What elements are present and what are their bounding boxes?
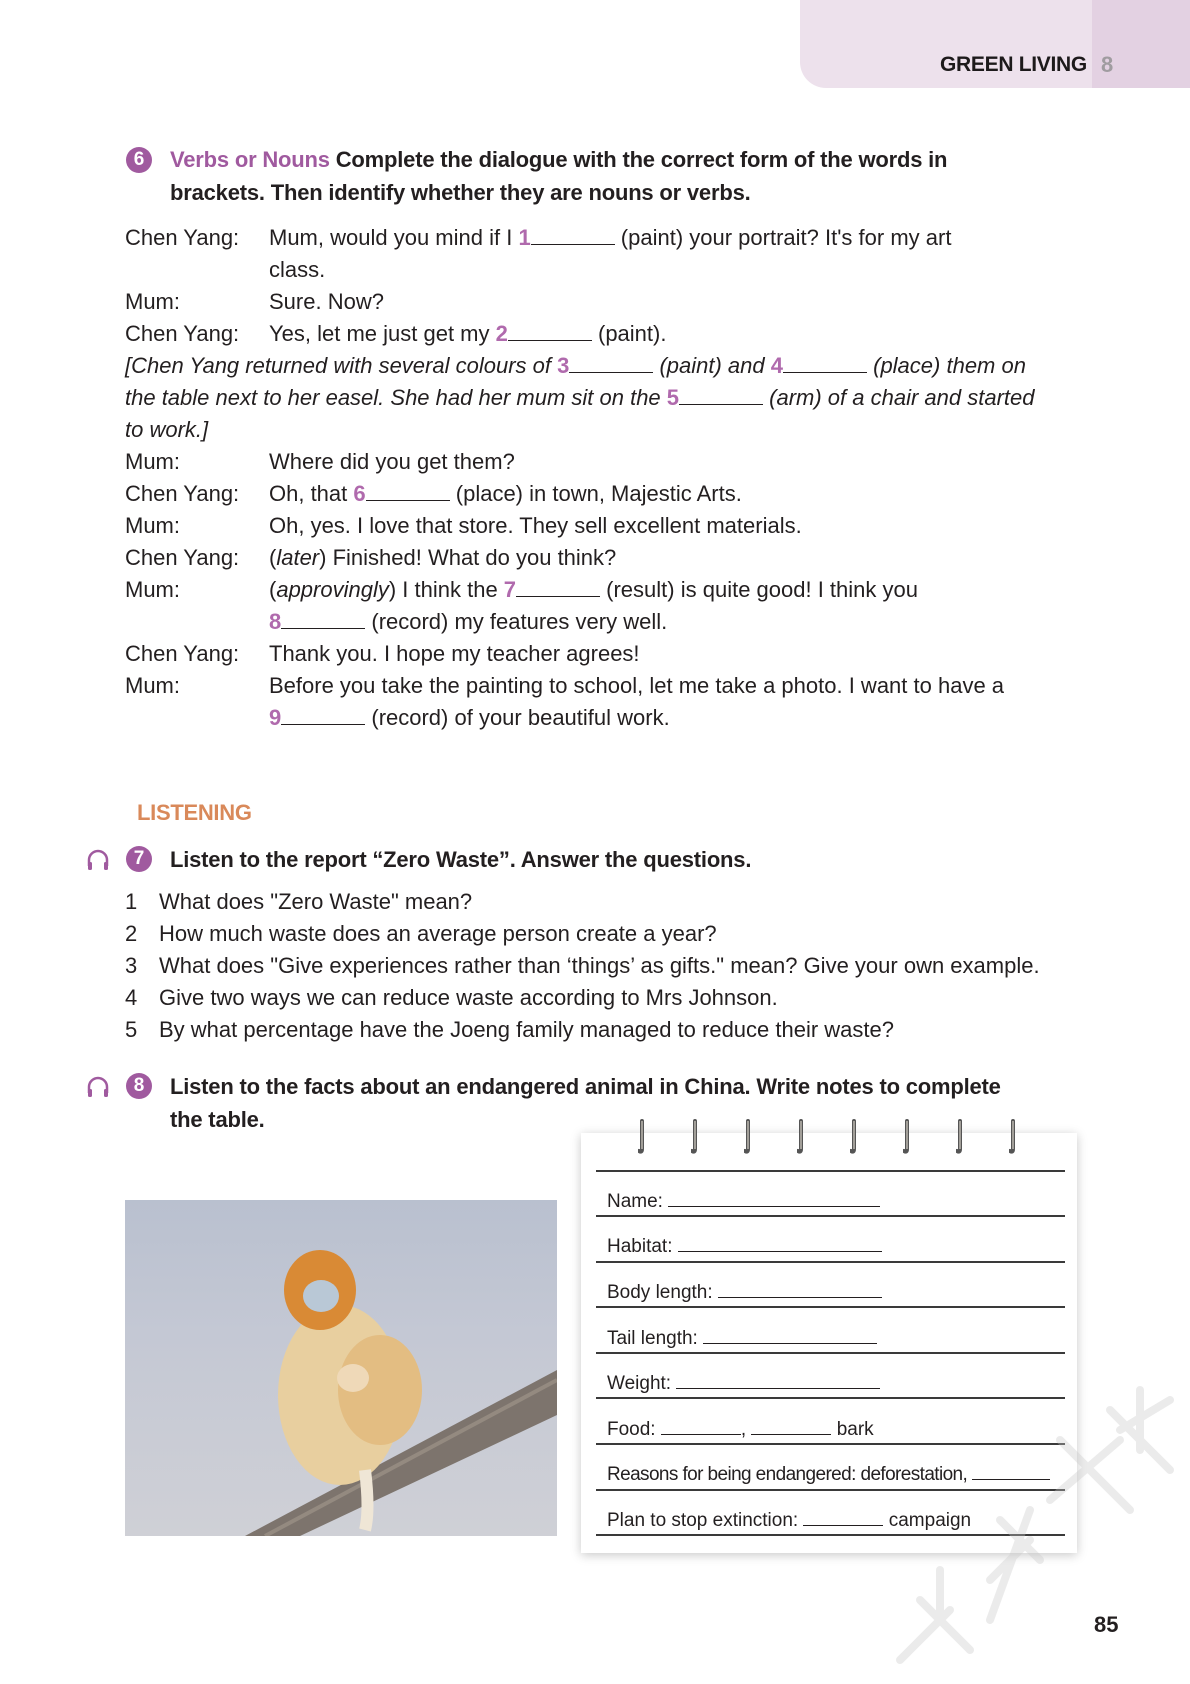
field-food bbox=[607, 1416, 874, 1441]
field-label: Body length: bbox=[607, 1282, 713, 1303]
speaker: Mum: bbox=[125, 513, 180, 538]
headphones-icon[interactable] bbox=[86, 848, 110, 872]
divider bbox=[596, 1215, 1065, 1217]
line-text: I think the bbox=[396, 577, 504, 602]
speaker: Mum: bbox=[125, 449, 180, 474]
exercise-8-heading bbox=[170, 1070, 1070, 1136]
headphones-icon[interactable] bbox=[86, 1075, 110, 1099]
speaker: Chen Yang: bbox=[125, 321, 240, 346]
dialogue-line bbox=[125, 318, 1075, 350]
food-blank-1[interactable] bbox=[661, 1416, 741, 1435]
line-text: Where did you get them? bbox=[269, 449, 515, 474]
question-item bbox=[125, 918, 1040, 950]
answer-blank-5[interactable] bbox=[679, 382, 763, 405]
dialogue-line bbox=[125, 222, 1075, 286]
answer-blank-8[interactable] bbox=[281, 606, 365, 629]
answer-blank-6[interactable] bbox=[366, 478, 450, 501]
field-label: Food: bbox=[607, 1419, 656, 1440]
stage-direction bbox=[125, 350, 1075, 446]
dialogue-line: Chen Yang: (later) Finished! What do you think? bbox=[125, 542, 1075, 574]
question-item bbox=[125, 886, 1040, 918]
stage-text: (paint) and bbox=[653, 353, 771, 378]
stage-text: the table next to her easel. She had her mum sit on the bbox=[125, 385, 667, 410]
unit-number: 8 bbox=[1101, 52, 1114, 77]
spiral-ring bbox=[797, 1119, 805, 1155]
monkey-photo bbox=[125, 1200, 557, 1536]
question-item bbox=[125, 1014, 1040, 1046]
habitat-blank[interactable] bbox=[678, 1233, 882, 1252]
dialogue-line bbox=[125, 638, 1075, 670]
spiral-ring bbox=[744, 1119, 752, 1155]
unit-title: GREEN LIVING bbox=[940, 53, 1087, 76]
field-suffix: campaign bbox=[888, 1510, 972, 1531]
answer-blank-9[interactable] bbox=[281, 702, 365, 725]
separator: , bbox=[740, 1419, 747, 1440]
divider bbox=[596, 1261, 1065, 1263]
field-label: Name: bbox=[607, 1191, 663, 1212]
exercise-6-instruction: Complete the dialogue with the correct form of the words in bbox=[335, 147, 948, 172]
blank-number: 8 bbox=[269, 609, 282, 634]
divider bbox=[596, 1170, 1065, 1172]
field-label: Habitat: bbox=[607, 1236, 673, 1257]
line-text: Oh, yes. I love that store. They sell excellent materials. bbox=[269, 513, 802, 538]
weight-blank[interactable] bbox=[676, 1370, 880, 1389]
field-name bbox=[607, 1188, 880, 1213]
exercise-7-instruction: Listen to the report “Zero Waste”. Answer the questions. bbox=[170, 847, 752, 872]
blank-number: 5 bbox=[666, 385, 680, 410]
dialogue-line bbox=[125, 670, 1075, 734]
line-text: Mum, would you mind if I bbox=[269, 225, 519, 250]
spiral-ring bbox=[850, 1119, 858, 1155]
stage-text: (arm) of a chair and started bbox=[763, 385, 1035, 410]
stage-note: later bbox=[276, 545, 320, 570]
line-text: Before you take the painting to school, let me take a photo. I want to have a bbox=[269, 673, 1005, 698]
golden-monkey-illustration bbox=[125, 1200, 557, 1536]
divider bbox=[596, 1352, 1065, 1354]
exercise-6-instruction-cont: brackets. Then identify whether they are nouns or verbs. bbox=[170, 180, 751, 205]
answer-blank-7[interactable] bbox=[516, 574, 600, 597]
speaker: Mum: bbox=[125, 673, 180, 698]
exercise-6-heading bbox=[170, 143, 1050, 209]
line-text: (record) my features very well. bbox=[365, 609, 668, 634]
body-length-blank[interactable] bbox=[718, 1279, 882, 1298]
question-item bbox=[125, 982, 1040, 1014]
field-label: Weight: bbox=[607, 1373, 672, 1394]
line-text: class. bbox=[269, 257, 326, 282]
speaker: Chen Yang: bbox=[125, 545, 240, 570]
field-tail-length bbox=[607, 1325, 877, 1350]
stage-text: to work.] bbox=[125, 417, 209, 442]
exercise-8-instruction-cont: the table. bbox=[170, 1107, 265, 1132]
blank-number: 2 bbox=[495, 321, 508, 346]
field-label: Tail length: bbox=[607, 1328, 698, 1349]
blank-number: 4 bbox=[770, 353, 783, 378]
question-number: 3 bbox=[125, 953, 138, 978]
question-number: 1 bbox=[125, 889, 138, 914]
field-weight bbox=[607, 1370, 880, 1395]
section-label-listening: LISTENING bbox=[137, 800, 252, 825]
question-text: By what percentage have the Joeng family managed to reduce their waste? bbox=[159, 1017, 895, 1042]
blank-number: 9 bbox=[269, 705, 282, 730]
tail-length-blank[interactable] bbox=[703, 1325, 877, 1344]
question-number: 5 bbox=[125, 1017, 138, 1042]
question-text: Give two ways we can reduce waste according to Mrs Johnson. bbox=[159, 985, 778, 1010]
answer-blank-3[interactable] bbox=[569, 350, 653, 373]
blank-number: 6 bbox=[353, 481, 366, 506]
dialogue-line bbox=[125, 510, 1075, 542]
divider bbox=[596, 1306, 1065, 1308]
field-suffix: bark bbox=[836, 1419, 874, 1440]
spiral-ring bbox=[956, 1119, 964, 1155]
dialogue-line bbox=[125, 446, 1075, 478]
blank-number: 1 bbox=[518, 225, 531, 250]
line-text: (paint). bbox=[591, 321, 667, 346]
line-text: Oh, that bbox=[269, 481, 354, 506]
exercise-7-number: 7 bbox=[126, 846, 152, 872]
line-text: (paint) your portrait? It's for my art bbox=[614, 225, 952, 250]
question-number: 4 bbox=[125, 985, 138, 1010]
line-text: (record) of your beautiful work. bbox=[365, 705, 670, 730]
speaker: Mum: bbox=[125, 289, 180, 314]
spiral-ring bbox=[1009, 1119, 1017, 1155]
field-label: Plan to stop extinction: bbox=[607, 1510, 799, 1531]
line-text: Finished! What do you think? bbox=[326, 545, 617, 570]
line-text: Sure. Now? bbox=[269, 289, 384, 314]
field-body-length bbox=[607, 1279, 882, 1304]
dialogue-line: Mum: (approvingly) I think the 7 (result) is quite good! I think you 8 (record) my features very well. bbox=[125, 574, 1075, 638]
answer-blank-4[interactable] bbox=[783, 350, 867, 373]
line-text: Yes, let me just get my bbox=[269, 321, 496, 346]
exercise-6-number: 6 bbox=[126, 147, 152, 173]
speaker: Mum: bbox=[125, 577, 180, 602]
dialogue bbox=[125, 222, 1075, 734]
page-number: 85 bbox=[1094, 1612, 1119, 1637]
speaker: Chen Yang: bbox=[125, 481, 240, 506]
question-text: What does "Give experiences rather than ‘things’ as gifts." mean? Give your own example. bbox=[159, 953, 1040, 978]
question-text: How much waste does an average person create a year? bbox=[159, 921, 717, 946]
question-number: 2 bbox=[125, 921, 138, 946]
plan-blank[interactable] bbox=[803, 1507, 883, 1526]
stage-note: approvingly bbox=[276, 577, 389, 602]
exercise-6-label: Verbs or Nouns bbox=[170, 147, 330, 172]
question-item bbox=[125, 950, 1040, 982]
dialogue-line bbox=[125, 478, 1075, 510]
field-habitat bbox=[607, 1233, 882, 1258]
speaker: Chen Yang: bbox=[125, 225, 240, 250]
blank-number: 7 bbox=[503, 577, 517, 602]
line-text: (place) in town, Majestic Arts. bbox=[449, 481, 742, 506]
name-blank[interactable] bbox=[668, 1188, 880, 1207]
question-text: What does "Zero Waste" mean? bbox=[159, 889, 473, 914]
blank-number: 3 bbox=[557, 353, 570, 378]
line-text: (result) is quite good! I think you bbox=[600, 577, 918, 602]
line-text: Thank you. I hope my teacher agrees! bbox=[269, 641, 640, 666]
exercise-8-instruction: Listen to the facts about an endangered animal in China. Write notes to complete bbox=[170, 1074, 1001, 1099]
spiral-ring bbox=[691, 1119, 699, 1155]
exercise-8-number: 8 bbox=[126, 1073, 152, 1099]
question-list bbox=[125, 886, 1040, 1046]
spiral-ring bbox=[903, 1119, 911, 1155]
field-label: Reasons for being endangered: deforestation, bbox=[607, 1464, 968, 1485]
stage-text: (place) them on bbox=[867, 353, 1026, 378]
answer-blank-1[interactable] bbox=[531, 222, 615, 245]
stage-text: [Chen Yang returned with several colours of bbox=[125, 353, 558, 378]
watermark bbox=[880, 1370, 1180, 1670]
dialogue-line bbox=[125, 286, 1075, 318]
food-blank-2[interactable] bbox=[751, 1416, 831, 1435]
spiral-ring bbox=[638, 1119, 646, 1155]
speaker: Chen Yang: bbox=[125, 641, 240, 666]
answer-blank-2[interactable] bbox=[508, 318, 592, 341]
